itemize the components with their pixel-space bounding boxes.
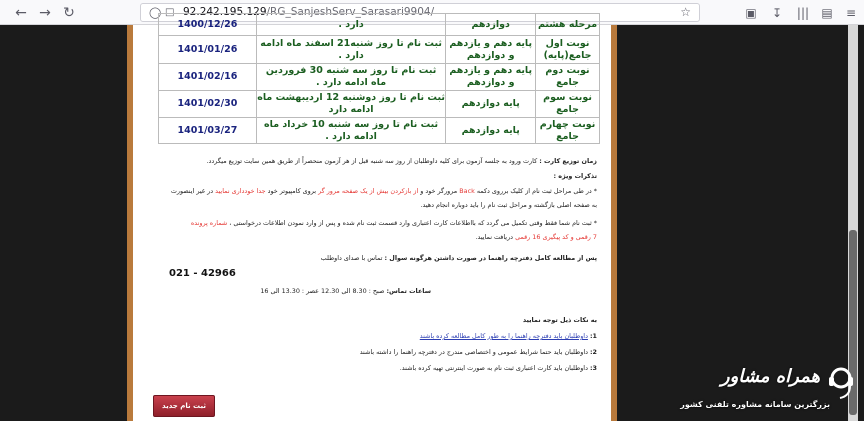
card-label: زمان توزیع کارت : — [539, 157, 597, 165]
forward-arrow-icon[interactable]: → — [39, 5, 51, 21]
back-arrow-icon[interactable]: ← — [15, 5, 27, 21]
note-1-part: بروی کامپیوتر خود — [267, 187, 317, 195]
list-item — [400, 364, 597, 372]
notes-heading — [553, 172, 597, 180]
grade-cell: پایه دهم و یازدهم و دوازدهم — [446, 64, 536, 91]
table-row — [159, 118, 600, 144]
schedule-table — [158, 13, 600, 144]
note-1-warning: از بازکردن بیش از یک صفحه مرور گر — [318, 187, 419, 195]
note-1-back: Back — [459, 187, 475, 195]
stage-cell: نوبت دوم جامع — [536, 64, 600, 91]
watermark-subtitle: بزرگترین سامانه مشاوره تلفنی کشور — [680, 400, 830, 409]
item-text: داوطلبان باید کارت اعتباری ثبت نام به صورت اینترنتی تهیه کرده باشند. — [399, 364, 588, 372]
contact-bold: پس از مطالعه کامل دفترچه راهنما در صورت داشتن هرگونه سوال : — [384, 254, 597, 262]
contact-note — [321, 254, 597, 262]
date-cell: 1401/02/30 — [159, 91, 257, 118]
notes-heading-text: تذکرات ویژه : — [553, 172, 597, 180]
stage-cell: نوبت چهارم جامع — [536, 118, 600, 144]
date-cell: 1401/03/27 — [159, 118, 257, 144]
table-row — [159, 14, 600, 36]
attention-text: به نکات ذیل توجه نمایید — [522, 316, 597, 324]
note-2-warning: شماره پرونده — [190, 219, 228, 227]
headset-logo-icon — [826, 364, 856, 404]
note-1-warning: جدا خودداری نمایید — [215, 187, 266, 195]
library-icon[interactable]: ||| — [796, 6, 810, 20]
card-text: کارت ورود به جلسه آزمون برای کلیه داوطلبان از روز سه شنبه قبل از هر آزمون منحصراً از طریق همین سایت توزیع میگردد. — [206, 157, 538, 165]
list-item — [360, 348, 597, 356]
contact-hours — [260, 287, 431, 295]
note-1-line2 — [420, 201, 597, 209]
item-text: داوطلبان باید حتما شرایط عمومی و اختصاصی مندرج در دفترچه راهنما را داشته باشند — [359, 348, 588, 356]
bookmark-star-icon[interactable]: ☆ — [680, 5, 691, 19]
pocket-icon[interactable]: ▣ — [745, 6, 757, 20]
shield-icon[interactable]: ◯ — [149, 6, 162, 19]
note-1-part: در غیر اینصورت — [170, 187, 214, 195]
note-1-part: مرورگر خود و — [420, 187, 458, 195]
stage-cell: نوبت سوم جامع — [536, 91, 600, 118]
watermark-title: همراه مشاور — [720, 366, 820, 387]
note-2-part: دریافت نمایید. — [475, 233, 514, 241]
url-path: /RG_SanjeshServ_Sarasari9904/ — [266, 6, 435, 18]
desc-cell: ثبت نام تا روز سه شنبه 30 فروردین ماه ادامه دارد . — [256, 64, 445, 91]
date-cell: 1401/02/16 — [159, 64, 257, 91]
stage-cell: نوبت اول جامع(پایه) — [536, 36, 600, 64]
attention-heading — [523, 316, 597, 324]
note-2 — [191, 219, 597, 227]
list-item — [420, 332, 597, 340]
grade-cell: پایه دوازدهم — [446, 118, 536, 144]
stage-cell: مرحله هشتم — [536, 14, 600, 36]
note-2-warning: 7 رقمی و کد پیگیری 16 رقمی — [515, 233, 597, 241]
date-cell: 1400/12/26 — [159, 14, 257, 36]
hours-text: صبح : 8.30 الی 12.30 عصر : 13.30 الی 16 — [260, 287, 385, 295]
contact-rest: تماس با صدای داوطلب — [320, 254, 383, 262]
desc-cell: ثبت نام تا روز شنبه21 اسفند ماه ادامه دارد . — [256, 36, 445, 64]
desc-cell: ثبت نام تا روز دوشنبه 12 اردیبهشت ماه ادامه دارد — [256, 91, 445, 118]
table-row — [159, 91, 600, 118]
item-number: 2: — [589, 348, 597, 356]
item-number: 3: — [589, 364, 597, 372]
grade-cell: دوازدهم — [446, 14, 536, 36]
watermark — [660, 360, 860, 418]
hours-label: ساعات تماس: — [386, 287, 431, 295]
table-row — [159, 36, 600, 64]
download-icon[interactable]: ↧ — [771, 6, 783, 20]
desc-cell: ثبت نام تا روز سه شنبه 10 خرداد ماه ادامه دارد . — [256, 118, 445, 144]
note-1-line2-text: به صفحه اصلی بازگشته و مراحل ثبت نام را باید دوباره انجام دهید. — [420, 201, 597, 209]
page-info-icon[interactable]: □ — [165, 7, 175, 18]
grade-cell: پایه دهم و یازدهم و دوازدهم — [446, 36, 536, 64]
note-1-part: * در طی مراحل ثبت نام از کلیک برروی دکمه — [476, 187, 597, 195]
guide-link[interactable]: داوطلبان باید دفترچه راهنما را به طور کامل مطالعه کرده باشند — [419, 332, 588, 340]
menu-icon[interactable]: ≡ — [845, 6, 857, 20]
table-row — [159, 64, 600, 91]
sidebar-icon[interactable]: ▤ — [821, 6, 833, 20]
card-distribution-note — [207, 157, 597, 165]
note-2-part: * ثبت نام شما فقط وقتی تکمیل می گردد که بااطلاعات کارت اعتباری وارد قسمت ثبت نام شده و پس از وارد نمودن اطلاعات درخواستی ، — [229, 219, 597, 227]
phone-number: 021 - 42966 — [169, 268, 236, 279]
note-1 — [171, 187, 597, 195]
reload-icon[interactable]: ↻ — [63, 5, 75, 21]
grade-cell: پایه دوازدهم — [446, 91, 536, 118]
content-area — [133, 18, 611, 421]
item-number: 1: — [589, 332, 597, 340]
desc-cell: دارد . — [256, 14, 445, 36]
url-host: 92.242.195.129 — [183, 6, 267, 18]
note-2-line2 — [475, 233, 597, 241]
date-cell: 1401/01/26 — [159, 36, 257, 64]
new-registration-button[interactable]: ثبت نام جدید — [153, 395, 215, 417]
